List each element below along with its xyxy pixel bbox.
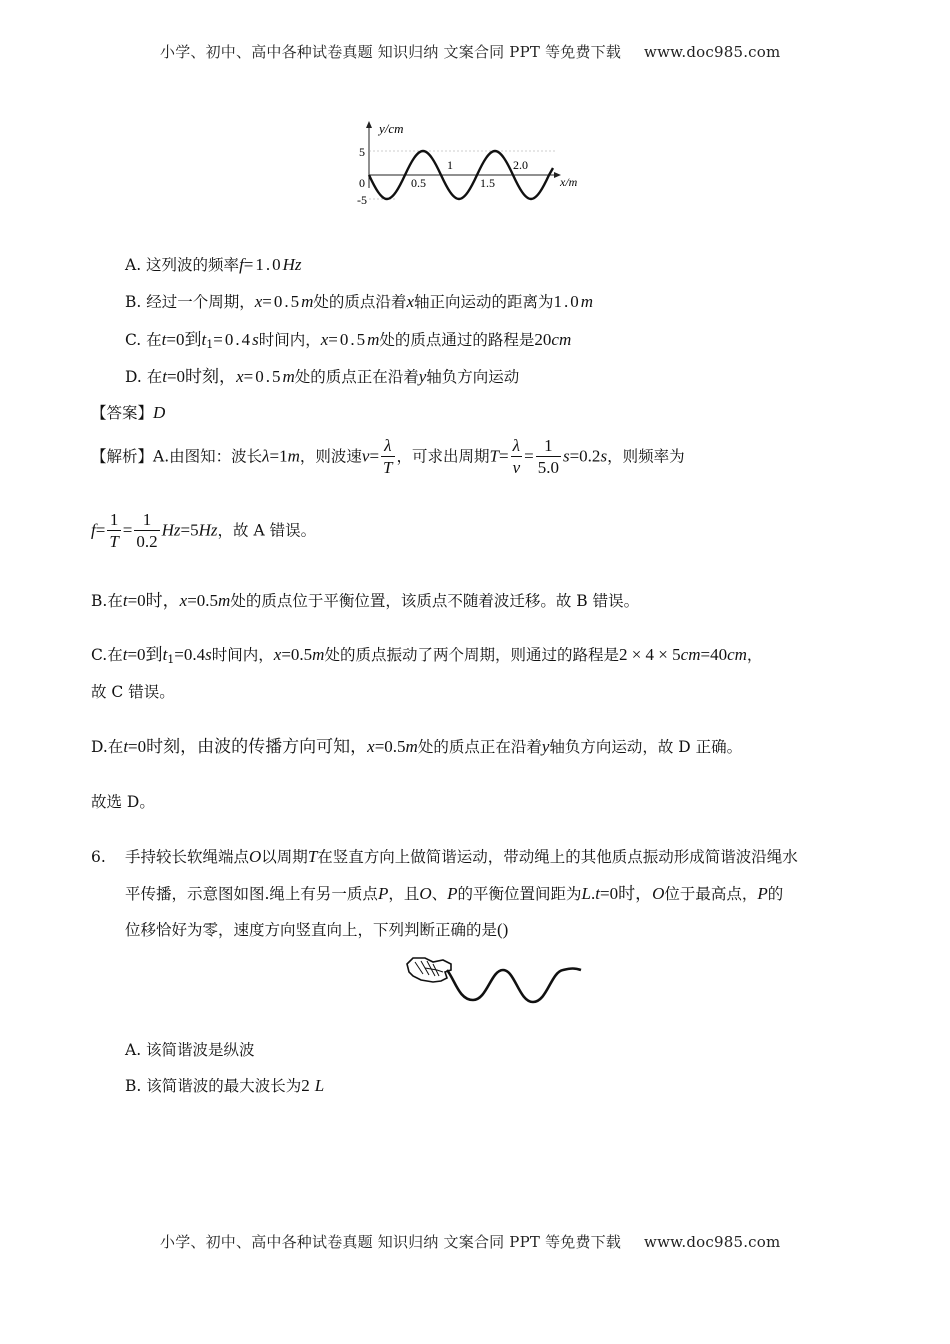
page-footer xyxy=(160,1231,780,1252)
rope-wave xyxy=(447,969,581,1003)
y-axis-arrow xyxy=(366,121,372,128)
option-5a: A. 这列波的频率f=1.0Hz xyxy=(125,255,302,274)
analysis-line-b: B.在t=0时，x=0.5m处的质点位于平衡位置，该质点不随着波迁移。故 B 错误。 xyxy=(91,591,640,610)
question-6-line-3: 位移恰好为零，速度方向竖直向上，下列判断正确的是() xyxy=(125,920,509,939)
conclusion: 故选 D。 xyxy=(91,793,155,811)
footer-url: www.doc985.com xyxy=(644,1233,781,1251)
question-6-line-2: 平传播，示意图如图.绳上有另一质点P，且O、P的平衡位置间距为L.t=0时，O位于最高点，P的 xyxy=(125,884,784,903)
y-axis-label: y/cm xyxy=(379,121,404,136)
x-tick-1: 1 xyxy=(447,158,453,172)
header-url: www.doc985.com xyxy=(644,43,781,61)
x-tick-2-0: 2.0 xyxy=(513,158,528,172)
question-6-option-a: A. 该简谐波是纵波 xyxy=(125,1041,255,1059)
analysis-line-c: C.在t=0到$t_1=0.4s$时间内，x=0.5m处的质点振动了两个周期，则通过的路程是2 × 4 × 5cm=40cm， xyxy=(91,645,763,666)
y-tick-neg5: -5 xyxy=(357,193,367,207)
analysis-line-d: D.在t=0时刻，由波的传播方向可知，x=0.5m处的质点正在沿着y轴负方向运动，故 D 正确。 xyxy=(91,737,743,756)
option-5b: B. 经过一个周期，x=0.5m处的质点沿着x轴正向运动的距离为1.0m xyxy=(125,292,594,311)
wave-graph xyxy=(355,118,585,216)
answer-label: 【答案】 xyxy=(91,404,154,422)
y-tick-5: 5 xyxy=(359,145,365,159)
hand-rope-illustration xyxy=(403,950,585,1008)
x-tick-0-5: 0.5 xyxy=(411,176,426,190)
page-header xyxy=(160,41,780,62)
header-text: 小学、初中、高中各种试卷真题 知识归纳 文案合同 PPT 等免费下载 xyxy=(160,43,622,61)
y-tick-0: 0 xyxy=(359,176,365,190)
question-6-number: 6. xyxy=(91,848,106,866)
question-6-line-1: 手持较长软绳端点O以周期T在竖直方向上做简谐运动，带动绳上的其他质点振动形成简谐波沿绳水 xyxy=(125,847,798,866)
x-tick-1-5: 1.5 xyxy=(480,176,495,190)
hand-icon xyxy=(407,958,451,982)
footer-text: 小学、初中、高中各种试卷真题 知识归纳 文案合同 PPT 等免费下载 xyxy=(160,1233,622,1251)
analysis-line-2: f= $\frac{1}{T}$ = $\frac{1}{0.2}$ Hz=5Hz，故 A 错误。 xyxy=(91,510,317,551)
analysis-line-c2: 故 C 错误。 xyxy=(91,683,175,701)
x-axis-label: x/m xyxy=(560,175,578,189)
option-5c: C. 在t=0到$t_1=0.4s$时间内，x=0.5m处的质点通过的路程是20cm xyxy=(125,330,572,351)
answer-value: D xyxy=(153,403,166,422)
option-5d: D. 在t=0时刻，x=0.5m处的质点正在沿着y轴负方向运动 xyxy=(125,367,520,386)
analysis-line-1: 【解析】A.由图知：波长λ=1m，则波速v= $\frac{\lambda}{T}$ ，可求出周期T= $\frac{\lambda}{v}$ = $\frac{1}{5.0}$ s=0.2s，则频率为 xyxy=(91,436,685,477)
answer-line xyxy=(91,401,165,425)
question-6-option-b: B. 该简谐波的最大波长为2 L xyxy=(125,1076,325,1095)
